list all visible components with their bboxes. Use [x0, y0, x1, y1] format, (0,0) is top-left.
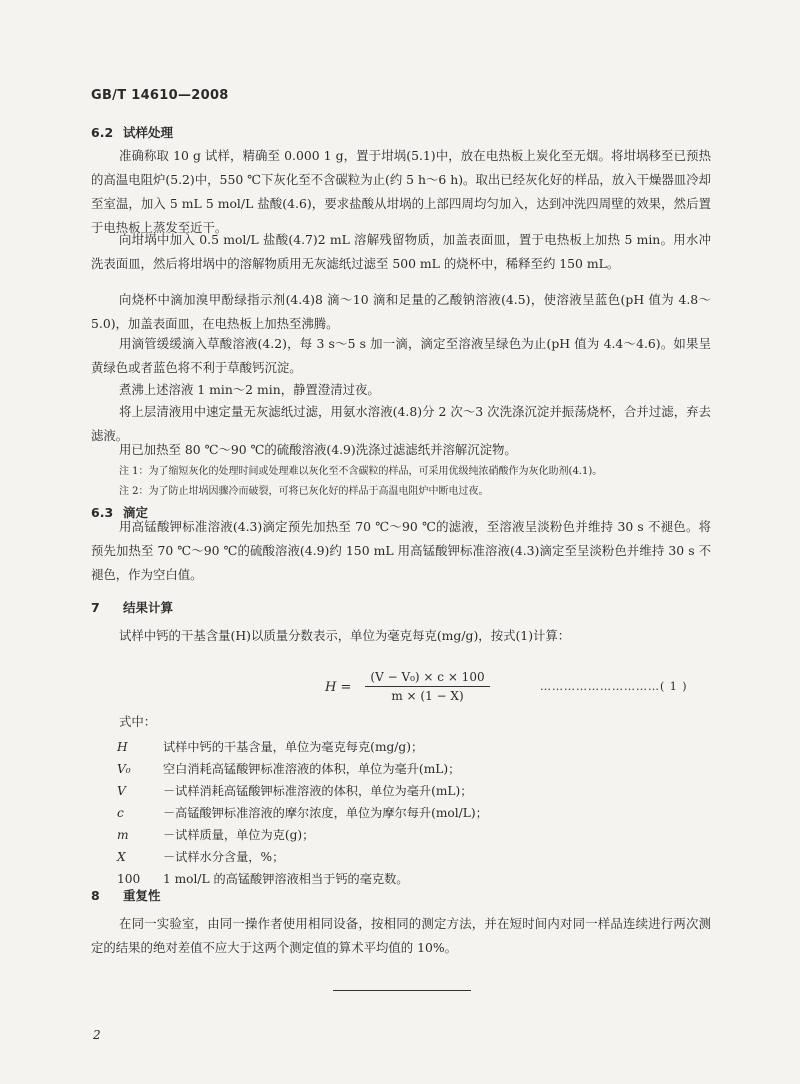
variable-description: －试样消耗高锰酸钾标准溶液的体积，单位为毫升(mL)； — [163, 784, 473, 798]
page-number: 2 — [93, 1028, 101, 1042]
paragraph: 用高锰酸钾标准溶液(4.3)滴定预先加热至 70 ℃～90 ℃的滤液，至溶液呈淡粉色并维持 30 s 不褪色。将预先加热至 70 ℃～90 ℃的硫酸溶液(4.9)约 150 mL 用高锰酸钾标准溶液(4.3)滴定至呈淡粉色并维持 30 s 不褪色，作为空白值。 — [91, 519, 711, 582]
variable-row — [117, 824, 717, 846]
paragraph: 煮沸上述溶液 1 min～2 min，静置澄清过夜。 — [119, 382, 380, 397]
formula-numerator: (V − V₀) × c × 100 — [365, 670, 490, 687]
variable-symbol: V — [117, 784, 126, 798]
paragraph: 用已加热至 80 ℃～90 ℃的硫酸溶液(4.9)洗涤过滤滤纸并溶解沉淀物。 — [119, 442, 517, 457]
paragraph: 向烧杯中滴加溴甲酚绿指示剂(4.4)8 滴～10 滴和足量的乙酸钠溶液(4.5)，使溶液呈蓝色(pH 值为 4.8～5.0)，加盖表面皿，在电热板上加热至沸腾。 — [91, 292, 711, 331]
variable-row — [117, 780, 717, 802]
note-2: 注 2：为了防止坩埚因骤冷而破裂，可将已灰化好的样品于高温电阻炉中断电过夜。 — [119, 486, 489, 497]
section-number: 6.3 — [91, 505, 114, 520]
variable-row — [117, 802, 717, 824]
section-6-2-heading — [91, 123, 173, 141]
formula-lhs: H = — [325, 680, 352, 695]
variable-row — [117, 758, 717, 780]
standard-code: GB/T 14610—2008 — [91, 88, 229, 103]
variable-row — [117, 736, 717, 758]
where-label: 式中： — [119, 714, 157, 729]
variable-list — [117, 736, 717, 890]
section-number: 8 — [91, 888, 100, 903]
note-1: 注 1：为了缩短灰化的处理时间或处理难以灰化至不含碳粒的样品，可采用优级纯浓硝酸作为灰化助剂(4.1)。 — [119, 466, 603, 477]
section-title: 滴定 — [123, 505, 149, 520]
formula-denominator: m × (1 − X) — [391, 689, 464, 703]
section-title: 试样处理 — [123, 125, 174, 140]
paragraph: 在同一实验室，由同一操作者使用相同设备，按相同的测定方法，并在短时间内对同一样品连续进行两次测定的结果的绝对差值不应大于这两个测定值的算术平均值的 10%。 — [91, 916, 711, 955]
variable-symbol: m — [117, 828, 129, 842]
formula-label: …………………………( 1 ) — [540, 680, 688, 693]
variable-symbol: 100 — [117, 872, 141, 886]
variable-description: 空白消耗高锰酸钾标准溶液的体积，单位为毫升(mL)； — [163, 762, 461, 776]
paragraph: 试样中钙的干基含量(H)以质量分数表示，单位为毫克每克(mg/g)，按式(1)计算： — [119, 628, 571, 643]
paragraph: 向坩埚中加入 0.5 mol/L 盐酸(4.7)2 mL 溶解残留物质，加盖表面皿，置于电热板上加热 5 min。用水冲洗表面皿，然后将坩埚中的溶解物质用无灰滤纸过滤至 500 mL 的烧杯中，稀释至约 150 mL。 — [91, 232, 711, 271]
paragraph: 将上层清液用中速定量无灰滤纸过滤，用氨水溶液(4.8)分 2 次～3 次洗涤沉淀并振荡烧杯，合并过滤，弃去滤液。 — [91, 404, 711, 443]
end-rule — [333, 990, 471, 991]
paragraph: 准确称取 10 g 试样，精确至 0.000 1 g，置于坩埚(5.1)中，放在电热板上炭化至无烟。将坩埚移至已预热的高温电阻炉(5.2)中，550 ℃下灰化至不含碳粒为止(约 5 h～6 h)。取出已经灰化好的样品，放入干燥器皿冷却至室温，加入 5 mL 5 mol/L 盐酸(4.6)，要求盐酸从坩埚的上部四周均匀加入，达到冲洗四周壁的效果，然后置于电热板上蒸发至近干。 — [91, 148, 711, 235]
variable-description: －试样水分含量，%； — [163, 850, 285, 864]
variable-description: －高锰酸钾标准溶液的摩尔浓度，单位为摩尔每升(mol/L)； — [163, 806, 488, 820]
section-title: 重复性 — [123, 888, 161, 903]
paragraph: 用滴管缓缓滴入草酸溶液(4.2)，每 3 s～5 s 加一滴，滴定至溶液呈绿色为止(pH 值为 4.4～4.6)。如果呈黄绿色或者蓝色将不利于草酸钙沉淀。 — [91, 336, 711, 375]
section-7-heading — [91, 598, 173, 616]
variable-description: 试样中钙的干基含量，单位为毫克每克(mg/g)； — [163, 740, 424, 754]
formula-fraction — [365, 670, 490, 703]
variable-symbol: V₀ — [117, 762, 131, 776]
variable-row — [117, 846, 717, 868]
variable-symbol: X — [117, 850, 126, 864]
formula-1 — [325, 670, 725, 712]
variable-row — [117, 868, 717, 890]
section-number: 6.2 — [91, 125, 114, 140]
section-number: 7 — [91, 600, 100, 615]
variable-description: 1 mol/L 的高锰酸钾溶液相当于钙的毫克数。 — [163, 872, 409, 886]
variable-description: －试样质量，单位为克(g)； — [163, 828, 315, 842]
section-8-heading — [91, 886, 161, 904]
section-title: 结果计算 — [123, 600, 174, 615]
variable-symbol: c — [117, 806, 124, 820]
variable-symbol: H — [117, 740, 128, 754]
